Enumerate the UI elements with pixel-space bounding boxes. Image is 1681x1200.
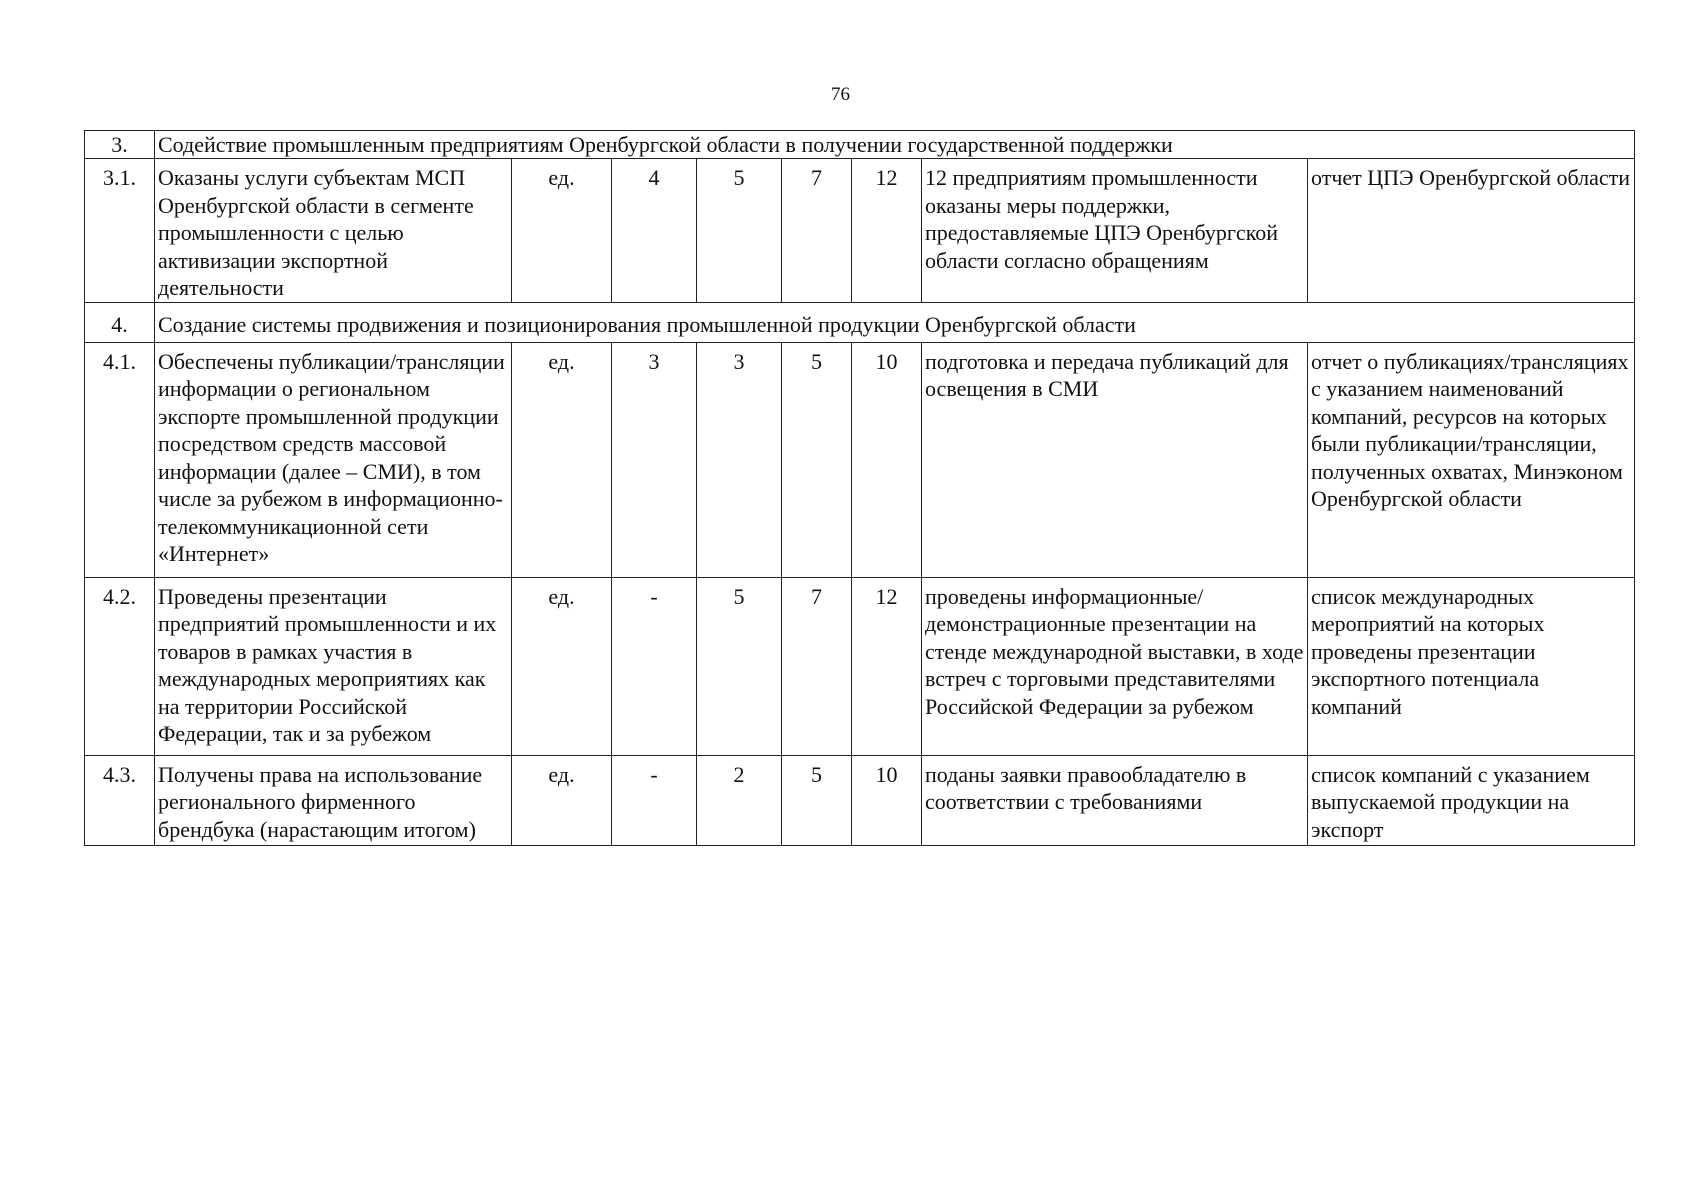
section-number: 3. bbox=[85, 131, 155, 159]
value-cell-3: 5 bbox=[782, 342, 852, 577]
section-number: 4. bbox=[85, 302, 155, 342]
indicator-cell: Проведены презентации предприятий промышленности и их товаров в рамках участия в международных мероприятиях как на территории Российской Федерации, так и за рубежом bbox=[155, 577, 512, 755]
result-cell: 12 предприятиям промышленности оказаны меры поддержки, предоставляемые ЦПЭ Оренбургской области согласно обращениям bbox=[922, 159, 1308, 303]
value-cell-2: 3 bbox=[697, 342, 782, 577]
result-cell: проведены информационные/демонстрационные презентации на стенде международной выставки, в ходе встреч с торговыми представителями Российской Федерации за рубежом bbox=[922, 577, 1308, 755]
indicator-cell: Получены права на использование регионального фирменного брендбука (нарастающим итогом) bbox=[155, 755, 512, 845]
document-cell: список международных мероприятий на которых проведены презентации экспортного потенциала компаний bbox=[1308, 577, 1635, 755]
row-number: 4.1. bbox=[85, 342, 155, 577]
row-number: 4.3. bbox=[85, 755, 155, 845]
indicator-cell: Обеспечены публикации/трансляции информации о региональном экспорте промышленной продукции посредством средств массовой информации (далее – СМИ), в том числе за рубежом в информационно-телекоммуникационной сети «Интернет» bbox=[155, 342, 512, 577]
document-cell: список компаний с указанием выпускаемой продукции на экспорт bbox=[1308, 755, 1635, 845]
unit-cell: ед. bbox=[512, 755, 612, 845]
unit-cell: ед. bbox=[512, 577, 612, 755]
value-cell-1: 4 bbox=[612, 159, 697, 303]
value-cell-2: 2 bbox=[697, 755, 782, 845]
document-cell: отчет ЦПЭ Оренбургской области bbox=[1308, 159, 1635, 303]
page-number: 76 bbox=[831, 84, 850, 105]
section-title: Содействие промышленным предприятиям Оренбургской области в получении государственной поддержки bbox=[155, 131, 1635, 159]
measures-table bbox=[84, 130, 1635, 846]
table-row-4-2 bbox=[85, 577, 1635, 755]
row-number: 3.1. bbox=[85, 159, 155, 303]
value-cell-3: 5 bbox=[782, 755, 852, 845]
unit-cell: ед. bbox=[512, 342, 612, 577]
value-cell-1: 3 bbox=[612, 342, 697, 577]
table-row-4-1 bbox=[85, 342, 1635, 577]
value-cell-3: 7 bbox=[782, 159, 852, 303]
value-cell-1: - bbox=[612, 755, 697, 845]
unit-cell: ед. bbox=[512, 159, 612, 303]
result-cell: поданы заявки правообладателю в соответствии с требованиями bbox=[922, 755, 1308, 845]
value-cell-4: 10 bbox=[852, 755, 922, 845]
row-number: 4.2. bbox=[85, 577, 155, 755]
table-row-4-3 bbox=[85, 755, 1635, 845]
section-row-3 bbox=[85, 131, 1635, 159]
indicator-cell: Оказаны услуги субъектам МСП Оренбургской области в сегменте промышленности с целью активизации экспортной деятельности bbox=[155, 159, 512, 303]
result-cell: подготовка и передача публикаций для освещения в СМИ bbox=[922, 342, 1308, 577]
document-cell: отчет о публикациях/трансляциях с указанием наименований компаний, ресурсов на которых были публикации/трансляции, полученных охватах, Минэконом Оренбургской области bbox=[1308, 342, 1635, 577]
value-cell-4: 12 bbox=[852, 577, 922, 755]
value-cell-4: 10 bbox=[852, 342, 922, 577]
value-cell-4: 12 bbox=[852, 159, 922, 303]
section-title: Создание системы продвижения и позиционирования промышленной продукции Оренбургской области bbox=[155, 302, 1635, 342]
table-row-3-1 bbox=[85, 159, 1635, 303]
value-cell-1: - bbox=[612, 577, 697, 755]
value-cell-2: 5 bbox=[697, 159, 782, 303]
value-cell-2: 5 bbox=[697, 577, 782, 755]
value-cell-3: 7 bbox=[782, 577, 852, 755]
section-row-4 bbox=[85, 302, 1635, 342]
